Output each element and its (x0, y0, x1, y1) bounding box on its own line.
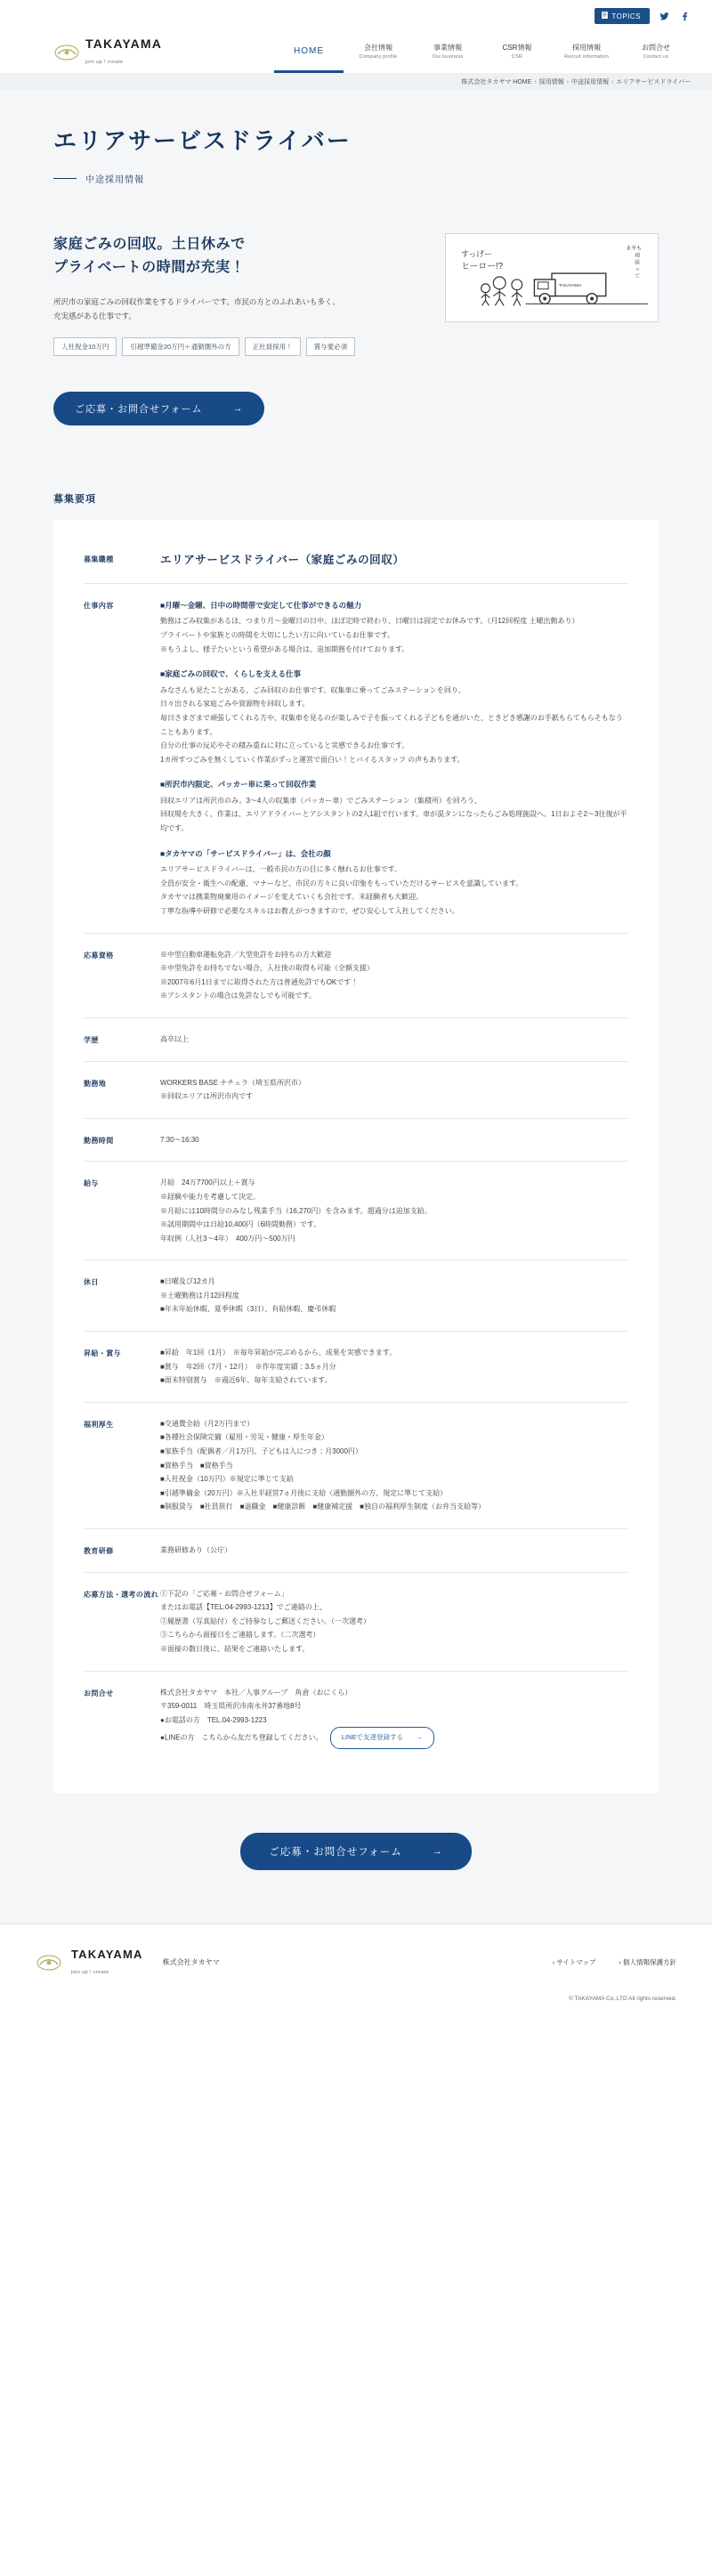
row-line: 株式会社タカヤマ 本社／人事グループ 角倉（おにくら） (160, 1688, 352, 1697)
row-line: またはお電話【TEL:04-2993-1213】でご連絡の上、 (160, 1603, 327, 1612)
global-nav (274, 32, 691, 73)
row-label: 休日 (84, 1278, 99, 1287)
table-row (84, 934, 628, 1018)
block-line: 回収場を大きく、作業は、エリアドライバーとアシスタントの2人1組で行います。車が混タンになったらごみ処理施設へ。1日およそ2～3往復が平均です。 (160, 810, 627, 833)
breadcrumb-item-0[interactable]: 株式会社タカヤマ HOME (461, 79, 532, 85)
row-line: 高卒以上 (160, 1034, 189, 1043)
twitter-icon[interactable] (659, 11, 670, 22)
row-line: ■昇給 年1回（1月） ※毎年昇給が完ぶめるから、成果を実感できます。 (160, 1349, 397, 1357)
table-row (84, 1260, 628, 1332)
arrow-right-icon: → (432, 1845, 443, 1857)
block-line: エリアサービスドライバーは、一般市民の方の目に多く触れるお仕事です。 (160, 865, 401, 874)
nav-business-label: 事業情報 (433, 44, 462, 52)
breadcrumb-separator: › (534, 78, 537, 85)
row-line: ※回収エリアは所沢市内です (160, 1092, 253, 1101)
lead-tag-list (53, 337, 356, 356)
block-line: 丁寧な指導や研修で必要なスキルはお教えがつきますので、ぜひ安心して入社してください。 (160, 906, 459, 915)
title-divider (53, 178, 77, 179)
table-row (84, 1403, 628, 1529)
row-body (160, 1033, 628, 1047)
nav-company-en: Company profile (359, 54, 398, 60)
block-line: タカヤマは携業物廃棄用のイメージを変えていくも会社です。未経験者も大歓迎。 (160, 893, 424, 902)
svg-text:頑: 頑 (635, 253, 640, 259)
row-body (160, 1543, 628, 1558)
row-label: 昇給・賞与 (84, 1349, 121, 1358)
table-row (84, 1529, 628, 1573)
takayama-mark-icon (53, 43, 80, 62)
requirements-card (53, 520, 659, 1794)
row-label: 福利厚生 (84, 1420, 114, 1429)
block-line: 日々出される家庭ごみや資源物を回収します。 (160, 700, 310, 709)
nav-home-label: HOME (294, 46, 324, 56)
block-title: ■月曜～金曜、日中の時間帯で安定して仕事ができるの魅力 (160, 600, 362, 610)
row-body (160, 598, 628, 919)
row-label: 学歴 (84, 1035, 99, 1044)
footer-logo[interactable] (36, 1948, 143, 1978)
row-line: ※試用期間中は日給10,400円（6時間勤務）です。 (160, 1220, 321, 1229)
arrow-right-icon: → (416, 1733, 423, 1742)
table-row (84, 584, 628, 934)
job-detail-block (160, 847, 628, 919)
svg-text:張: 張 (635, 260, 640, 266)
block-line: 毎日さまざまで頑張してくれる方や、収集車を見るのが楽しみで子を振ってくれる子どもを通がいた、ときどき感謝のお手紙もらてもらそもなうこともあります。 (160, 713, 623, 736)
row-line: ■日曜及び12カ月 (160, 1277, 215, 1286)
nav-business-en: Our business (432, 54, 464, 60)
breadcrumb-item-3: エリアサービスドライバー (616, 79, 691, 85)
block-line: みなさんも見たことがある、ごみ回収のお仕事です。収集車に乗ってごみステーションを回り、 (160, 685, 465, 694)
nav-csr[interactable] (482, 32, 552, 73)
nav-business[interactable] (413, 32, 482, 73)
svg-text:すっげー: すっげー (461, 249, 492, 259)
row-body (160, 1275, 628, 1316)
job-detail-block (160, 777, 628, 835)
row-line: ■賞与 年2回（7月・12月） ※作年度実績：3.5ヵ月分 (160, 1362, 336, 1371)
lead-tag: 正社員採用！ (245, 337, 301, 356)
nav-recruit-en: Recruit information (564, 54, 609, 60)
row-line: ※中型免許をお持ちでない場合、入社後の取得も可能（全額支援） (160, 964, 374, 973)
breadcrumb-separator: › (611, 78, 614, 85)
row-body (160, 1417, 628, 1514)
line-register-label: LINEで友達登録する (341, 1733, 404, 1742)
line-register-row (160, 1727, 628, 1749)
row-line: ※月給には10時間分のみなし残業手当（16,270円）を含みます。超過分は追加支給。 (160, 1206, 432, 1215)
breadcrumb-separator: › (566, 78, 569, 85)
apply-contact-button-top[interactable] (53, 392, 264, 425)
page-subtitle: 中途採用情報 (85, 175, 144, 185)
row-body (160, 1176, 628, 1245)
row-line: 〒359-0011 埼玉県所沢市南永井37番地8号 (160, 1702, 302, 1711)
utility-bar (0, 0, 712, 32)
garbage-truck-illustration (445, 233, 659, 322)
row-label: 勤務時間 (84, 1136, 114, 1145)
row-line: ■交通費全給（月2万円まで） (160, 1419, 255, 1428)
table-row (84, 1062, 628, 1119)
lead-tag: 入社祝金10万円 (53, 337, 117, 356)
svg-text:TAKAYAMA: TAKAYAMA (558, 283, 582, 288)
footer-link-privacy[interactable]: › 個人情報保護方針 (619, 1958, 676, 1967)
footer-links (553, 1957, 676, 1967)
svg-text:て: て (635, 274, 640, 279)
job-detail-block (160, 667, 628, 766)
nav-company[interactable] (344, 32, 413, 73)
row-line: 月給 24万7700円以上＋賞与 (160, 1179, 255, 1187)
row-line: ●お電話の方 TEL.04-2993-1223 (160, 1715, 267, 1724)
block-line: 1カ所すつごみを無くしていく作業がずっと運営で面白い！とバイるスタッフ の声もあります。 (160, 755, 465, 764)
row-line: 年収例（入社3～4年） 400万円～500万円 (160, 1234, 295, 1243)
nav-contact[interactable] (621, 32, 691, 73)
job-detail-block (160, 598, 628, 656)
row-line: ※中型自動車運転免許／大型免許をお持ちの方大歓迎 (160, 950, 331, 959)
topics-label: TOPICS (611, 12, 641, 20)
site-footer (0, 1924, 712, 1990)
block-line: 全員が安全・衛生への配慮、マナーなど、市民の方々に良い印象をもっていただけるサービスを意識しています。 (160, 879, 523, 887)
footer-company-name: 株式会社タカヤマ (162, 1958, 220, 1967)
requirements-heading-wrap (0, 465, 712, 506)
cta-top-wrap (0, 392, 712, 465)
row-label: お問合せ (84, 1689, 114, 1697)
site-header (0, 32, 712, 73)
row-line: ■入社祝金（10万円）※規定に準じて支給 (160, 1475, 294, 1484)
document-icon (602, 12, 608, 20)
row-line: ■各種社会保険完備（雇用・労災・健康・厚生年金） (160, 1433, 328, 1442)
hero-section (0, 91, 712, 210)
row-line: ■引越準備金（20万円）※入社半経営7ヵ月後に支給（通勤圏外の方、規定に準じて支給） (160, 1488, 448, 1497)
takayama-mark-icon (36, 1953, 62, 1973)
row-line: ③こちらから面接日をご連絡します。（二次選考） (160, 1631, 320, 1640)
row-label: 募集職種 (84, 555, 114, 564)
lead-section (0, 210, 712, 392)
nav-contact-label: お問合せ (642, 44, 670, 52)
svg-text:ま冬も: ま冬も (626, 246, 642, 252)
table-row (84, 1573, 628, 1672)
row-line: 業務研修あり（公庁） (160, 1546, 231, 1554)
lead-headline-line1: 家庭ごみの回収。土日休みで (53, 237, 246, 252)
block-title: ■所沢市内限定、パッカー車に乗って回収作業 (160, 780, 317, 790)
row-line: ※アシスタントの場合は免許なしでも可能です。 (160, 992, 316, 1000)
block-line: ※もうよし、様子たいという希望がある場合は、追加期務を付けております。 (160, 644, 409, 653)
apply-contact-label: ご応募・お問合せフォーム (269, 1846, 402, 1858)
topics-button[interactable] (595, 8, 650, 24)
row-line: ※経験や能力を考慮して決定。 (160, 1192, 260, 1201)
row-line: ●LINEの方 こちらから友だち登録してください。 (160, 1733, 323, 1742)
nav-contact-en: Contact us (643, 54, 669, 60)
logo-title: TAKAYAMA (85, 36, 163, 52)
table-row (84, 1162, 628, 1260)
row-label: 応募方法・選考の流れ (84, 1590, 158, 1599)
apply-contact-label: ご応募・お問合せフォーム (75, 404, 203, 416)
nav-company-label: 会社情報 (364, 44, 392, 52)
row-line: ※面接の数日後に、結果をご連絡いたします。 (160, 1644, 310, 1653)
job-title-value: エリアサービスドライバー（家庭ごみの回収） (160, 554, 405, 567)
apply-contact-button-bottom[interactable] (240, 1833, 472, 1870)
footer-logo-subtitle: join up ! create (71, 1969, 109, 1975)
lead-tag: 賞与愛必須 (306, 337, 356, 356)
block-line: 勤務はごみ収集があるほ、つまり月～金曜日の日中。ほぼ定時で終わり、日曜日は固定でお休みです。（月12回程度 土曜出勤あり） (160, 617, 579, 626)
footer-logo-title: TAKAYAMA (71, 1947, 143, 1961)
row-label: 給与 (84, 1179, 99, 1188)
lead-headline (53, 233, 424, 280)
svg-text:っ: っ (635, 267, 640, 273)
row-body (160, 552, 628, 569)
row-body (160, 948, 628, 1003)
row-line: ■年末年始休暇、夏季休暇（3日）、有給休暇、慶弔休暇 (160, 1305, 336, 1314)
row-line: ※2007年6月1日までに取得された方は普通免許でもOKです！ (160, 977, 359, 986)
footer-link-sitemap[interactable]: › サイトマップ (552, 1958, 596, 1967)
row-line: 7:30～16:30 (160, 1135, 199, 1144)
site-logo[interactable] (53, 37, 162, 68)
block-line: 回収エリアは所沢市のみ。3～4人の収集車（パッカー車）でごみステーション（集積所）を回ろう、 (160, 796, 481, 805)
row-line: ※土曜勤務は月12回程度 (160, 1291, 239, 1300)
lead-tag: 引越準備金20万円＋通勤圏外の方 (122, 337, 239, 356)
breadcrumb-item-1[interactable]: 採用情報 (538, 79, 564, 85)
table-row (84, 547, 628, 584)
table-row (84, 1119, 628, 1162)
row-label: 教育研修 (84, 1547, 114, 1555)
nav-csr-en: CSR (511, 54, 523, 60)
table-row (84, 1332, 628, 1403)
row-label: 勤務地 (84, 1079, 107, 1088)
row-line: ②履歴書（写真貼付）をご持参なしご郵送ください。（一次選考） (160, 1616, 370, 1625)
row-body (160, 1076, 628, 1104)
facebook-icon[interactable] (679, 11, 691, 22)
nav-home[interactable] (274, 32, 344, 73)
nav-recruit[interactable] (552, 32, 621, 73)
block-title: ■家庭ごみの回収で、くらしを支える仕事 (160, 669, 301, 679)
cta-bottom-wrap (0, 1833, 712, 1924)
copyright: © TAKAYAMA Co.,LTD All rights reserved. (0, 1990, 712, 2020)
lead-body: 所沢市の家庭ごみの回収作業をするドライバーです。市民の方とのふれあいも多く、充実感がある仕事です。 (53, 296, 340, 320)
row-body (160, 1686, 628, 1749)
svg-text:ヒーロー!?: ヒーロー!? (461, 262, 504, 272)
lead-headline-line2: プライベートの時間が充実！ (53, 260, 246, 276)
nav-recruit-label: 採用情報 (572, 44, 601, 52)
row-body (160, 1346, 628, 1388)
breadcrumb-item-2[interactable]: 中途採用情報 (571, 79, 609, 85)
row-body (160, 1587, 628, 1657)
page-title: エリアサービスドライバー (53, 127, 352, 154)
row-label: 仕事内容 (84, 601, 114, 610)
row-line: ■面末特別賞与 ※過近6年、毎年支給されています。 (160, 1376, 332, 1385)
arrow-right-icon: → (232, 403, 244, 415)
block-title: ■タカヤマの「サービスドライバー」は、会社の顔 (160, 848, 331, 858)
row-body (160, 1133, 628, 1147)
line-register-button[interactable] (330, 1727, 434, 1749)
block-line: プライベートや家族との時間を大切にしたい方に向いているお仕事です。 (160, 630, 395, 639)
requirements-card-zone (0, 506, 712, 1833)
table-row (84, 1018, 628, 1062)
page-subtitle-row (53, 172, 659, 185)
row-line: ■制服貸与 ■社員旅行 ■退職金 ■健康診断 ■健康補定援 ■独自の福利厚生制度（お弁当支給等） (160, 1503, 485, 1511)
row-line: WORKERS BASE ナチュラ（埼玉県所沢市） (160, 1078, 305, 1087)
row-line: ■家族手当（配偶者／月1万円、子どもは人につき：月3000円） (160, 1447, 362, 1456)
breadcrumb (0, 73, 712, 91)
row-line: ①下記の「ご応募・お問合せフォーム」 (160, 1589, 288, 1598)
block-line: 自分の仕事の反応やその積み重ねに対に立っていると実感できるお仕事です。 (160, 741, 409, 750)
logo-subtitle: join up ! create (85, 60, 124, 65)
requirements-heading: 募集要項 (53, 494, 96, 506)
nav-csr-label: CSR情報 (502, 44, 532, 52)
row-label: 応募資格 (84, 951, 114, 960)
table-row (84, 1672, 628, 1763)
row-line: ■資格手当 ■資格手当 (160, 1461, 233, 1470)
